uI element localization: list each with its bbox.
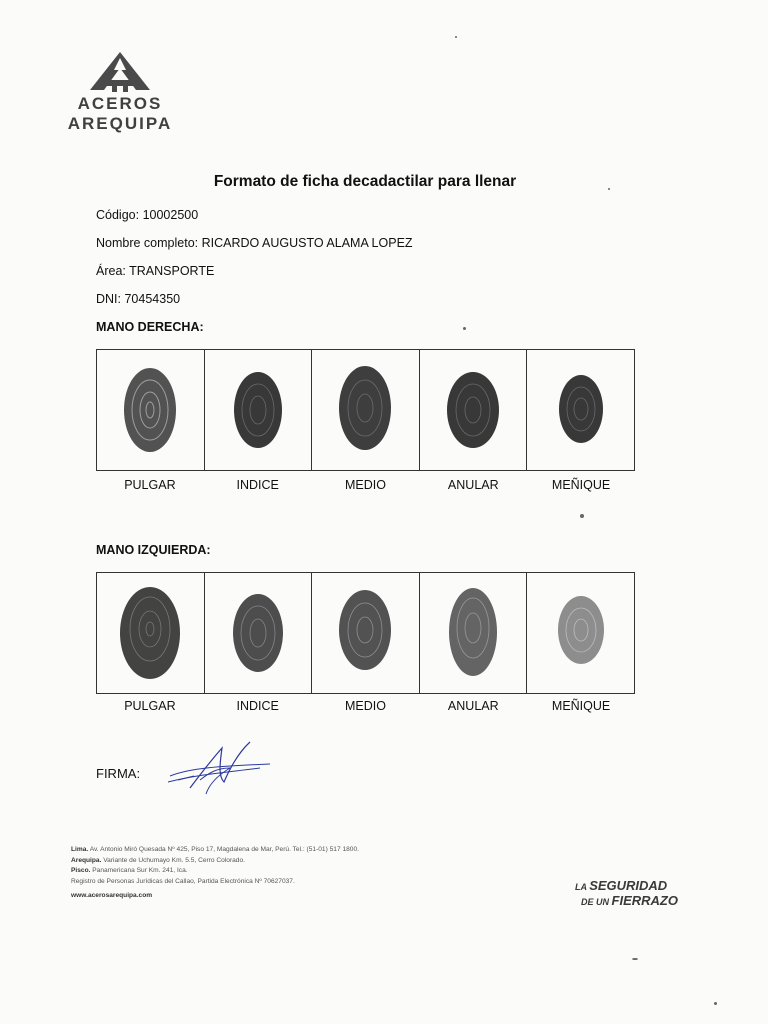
fingerprint-box-left-menique: [527, 573, 634, 693]
field-nombre: [96, 236, 413, 250]
right-hand-label: MANO DERECHA:: [96, 320, 204, 334]
field-value: 10002500: [142, 208, 199, 222]
fingerprint-icon: [120, 364, 180, 456]
left-hand-label: MANO IZQUIERDA:: [96, 543, 211, 557]
aceros-arequipa-logo-icon: [82, 50, 158, 94]
finger-label: MEDIO: [345, 699, 386, 713]
fingerprint-box-left-medio: [312, 573, 420, 693]
footer-lima-label: Lima.: [71, 846, 89, 853]
fingerprint-box-right-indice: [205, 350, 313, 470]
signature-label: FIRMA:: [96, 766, 141, 781]
field-label: Nombre completo:: [96, 236, 202, 250]
logo-text-line2: AREQUIPA: [67, 114, 173, 133]
scan-speck: [608, 188, 610, 190]
footer-website: www.acerosarequipa.com: [71, 892, 153, 899]
field-label: Código:: [96, 208, 143, 222]
fingerprint-box-right-medio: [312, 350, 420, 470]
company-slogan: [575, 879, 678, 909]
slogan-la: LA: [575, 882, 587, 892]
field-area: [96, 264, 214, 278]
field-dni: [96, 292, 180, 306]
document-title: Formato de ficha decadactilar para llenar: [213, 173, 517, 190]
handwritten-signature-icon: [160, 738, 280, 800]
finger-label: MEDIO: [345, 478, 386, 492]
fingerprint-box-right-menique: [527, 350, 634, 470]
right-hand-fingerprint-grid: [96, 349, 635, 471]
field-value: 70454350: [124, 292, 181, 306]
finger-label: MEÑIQUE: [551, 699, 611, 713]
right-hand-finger-labels: [96, 478, 635, 492]
field-value: RICARDO AUGUSTO ALAMA LOPEZ: [201, 236, 413, 250]
footer-pisco-label: Pisco.: [71, 867, 91, 874]
fingerprint-icon: [231, 591, 285, 675]
finger-label: ANULAR: [447, 478, 499, 492]
finger-label: INDICE: [236, 478, 279, 492]
footer-registry: Registro de Personas Jurídicas del Callao, Partida Electrónica Nº 70627037.: [71, 877, 295, 885]
fingerprint-icon: [555, 592, 607, 674]
left-hand-fingerprint-grid: [96, 572, 635, 694]
fingerprint-icon: [337, 362, 393, 458]
footer-arequipa-text: Variante de Uchumayo Km. 5.5, Cerro Colorado.: [103, 856, 245, 864]
scan-speck: [455, 36, 457, 38]
slogan-seguridad: SEGURIDAD: [589, 878, 668, 893]
logo-text-line1: ACEROS: [77, 94, 163, 113]
left-hand-finger-labels: [96, 699, 635, 713]
fingerprint-icon: [117, 583, 183, 683]
field-value: TRANSPORTE: [129, 264, 215, 278]
company-logo: [62, 50, 178, 132]
fingerprint-box-left-anular: [420, 573, 528, 693]
slogan-fierrazo: FIERRAZO: [611, 893, 678, 908]
scan-speck: [714, 1002, 717, 1005]
fingerprint-box-right-anular: [420, 350, 528, 470]
fingerprint-box-left-indice: [205, 573, 313, 693]
fingerprint-box-left-pulgar: [97, 573, 205, 693]
fingerprint-icon: [337, 586, 393, 680]
slogan-de-un: DE UN: [581, 897, 610, 907]
finger-label: MEÑIQUE: [551, 478, 611, 492]
scan-speck: [463, 327, 466, 330]
company-address-footer: [71, 845, 359, 902]
scan-speck: [632, 958, 638, 960]
field-label: Área:: [96, 264, 130, 278]
fingerprint-icon: [445, 369, 501, 451]
fingerprint-icon: [556, 373, 606, 447]
finger-label: PULGAR: [124, 699, 176, 713]
scan-speck: [580, 514, 584, 518]
finger-label: ANULAR: [447, 699, 499, 713]
footer-lima-text: Av. Antonio Miró Quesada Nº 425, Piso 17, Magdalena de Mar, Perú. Tel.: (51-01) 517 1800.: [89, 846, 359, 853]
fingerprint-icon: [447, 584, 499, 682]
finger-label: PULGAR: [124, 478, 176, 492]
footer-arequipa-label: Arequipa.: [71, 856, 102, 864]
footer-pisco-text: Panamericana Sur Km. 241, Ica.: [92, 867, 188, 874]
fingerprint-box-right-pulgar: [97, 350, 205, 470]
finger-label: INDICE: [236, 699, 279, 713]
field-label: DNI:: [96, 292, 125, 306]
field-codigo: [96, 208, 198, 222]
fingerprint-icon: [232, 369, 284, 451]
